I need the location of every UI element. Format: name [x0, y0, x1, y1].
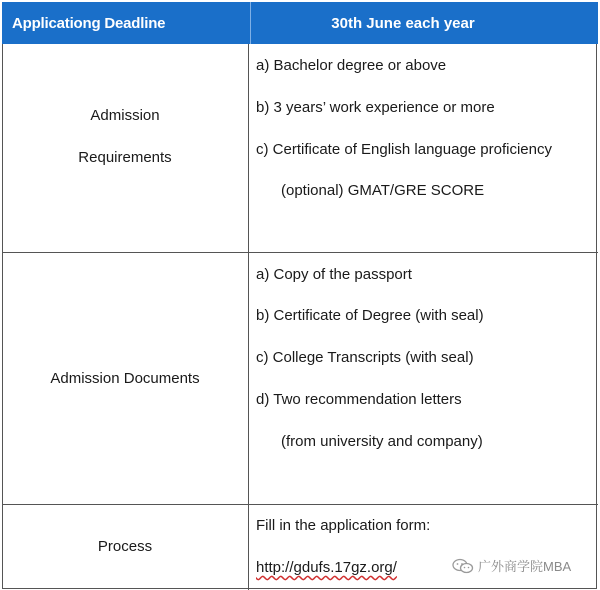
list-item: (from university and company) — [281, 433, 483, 450]
row-label-documents — [2, 253, 248, 504]
row-label-line: Admission — [90, 107, 160, 124]
header-deadline-value: 30th June each year — [331, 14, 475, 32]
list-item: Fill in the application form: — [256, 517, 431, 534]
row-label-line: Admission Documents — [50, 369, 200, 387]
column-divider — [248, 44, 249, 590]
row-label-line: Requirements — [78, 149, 172, 166]
process-list — [256, 505, 596, 589]
list-item: c) College Transcripts (with seal) — [256, 349, 474, 366]
list-item: a) Bachelor degree or above — [256, 57, 447, 74]
list-item: a) Copy of the passport — [256, 266, 412, 283]
header-divider — [250, 2, 251, 44]
requirements-list — [256, 44, 596, 252]
row-label-process — [2, 505, 248, 589]
list-item: b) 3 years’ work experience or more — [256, 99, 495, 116]
watermark — [452, 556, 571, 575]
list-item: d) Two recommendation letters — [256, 391, 462, 408]
list-item: c) Certificate of English language proficiency — [256, 141, 552, 158]
application-form-link[interactable]: http://gdufs.17gz.org/ — [256, 559, 397, 576]
header-deadline-label: Applicationg Deadline — [12, 14, 166, 32]
table-header — [2, 2, 598, 44]
list-item: b) Certificate of Degree (with seal) — [256, 307, 484, 324]
row-label-requirements — [2, 95, 248, 179]
row-label-line: Process — [97, 538, 153, 555]
watermark-text: 广外商学院MBA — [478, 559, 572, 574]
list-item: (optional) GMAT/GRE SCORE — [281, 182, 485, 199]
wechat-icon — [452, 558, 474, 574]
documents-list — [256, 253, 596, 504]
